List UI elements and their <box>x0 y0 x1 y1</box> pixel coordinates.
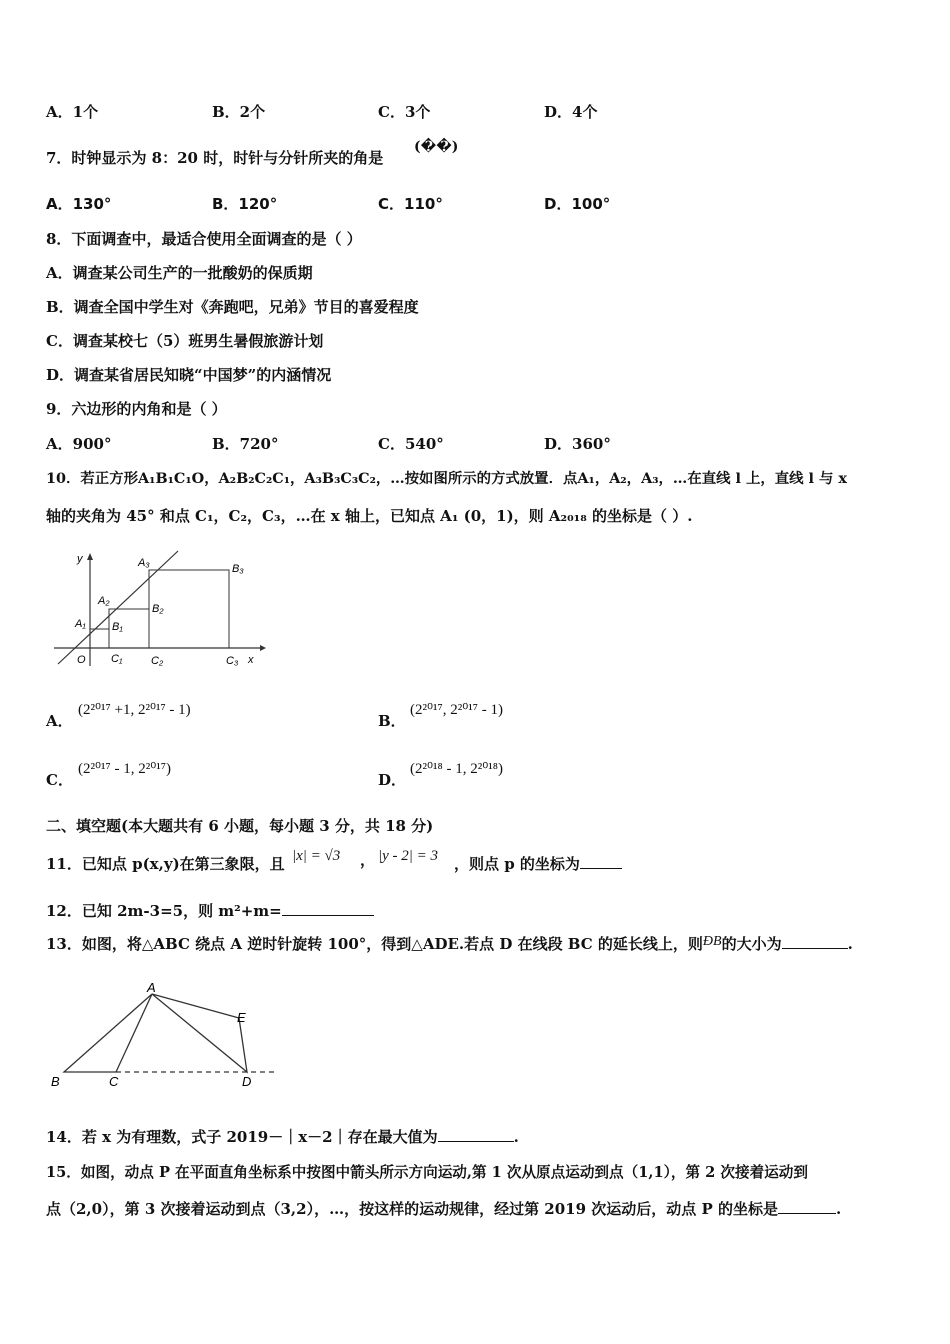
q8-stem: 8．下面调查中，最适合使用全面调查的是（ ） <box>46 230 362 248</box>
q9-option-d: D．360° <box>544 435 611 453</box>
q13-angle: ÐB <box>702 934 722 949</box>
q10-line1: 10．若正方形A₁B₁C₁O，A₂B₂C₂C₁，A₃B₃C₃C₂，…按如图所示的方式放置．点A₁，A₂，A₃，…在直线 l 上，直线 l 与 x <box>46 470 848 487</box>
q14-answer-blank[interactable] <box>438 1127 514 1142</box>
label-a1: A₁ <box>75 618 86 630</box>
q10-option-a-letter: A． <box>46 712 73 730</box>
triangle-ade <box>152 994 247 1072</box>
q9-stem: 9．六边形的内角和是（ ） <box>46 400 227 418</box>
q7-option-a: A．130° <box>46 195 112 213</box>
q10-line2: 轴的夹角为 45° 和点 C₁，C₂，C₃，…在 x 轴上，已知点 A₁ (0，1)，则 A₂₀₁₈ 的坐标是（ ）. <box>46 507 693 525</box>
x-axis-arrow <box>260 645 266 651</box>
q10-option-c-letter: C． <box>46 771 73 789</box>
q11-math-y: |y - 2| = 3 <box>378 848 439 864</box>
q15-end: . <box>836 1200 842 1218</box>
q13-rotation-figure <box>46 976 286 1092</box>
label-a3: A₃ <box>138 557 150 569</box>
q7-option-c: C．110° <box>378 195 443 213</box>
label-x: x <box>248 654 254 666</box>
label-b3: B₃ <box>232 563 244 575</box>
label-e: E <box>237 1010 246 1025</box>
q7-stem: 7．时钟显示为 8：20 时，时针与分针所夹的角是 <box>46 149 384 167</box>
q6-option-d: D．4个 <box>544 103 598 121</box>
q15-line1: 15．如图，动点 P 在平面直角坐标系中按图中箭头所示方向运动,第 1 次从原点运动到点（1,1），第 2 次接着运动到 <box>46 1164 808 1181</box>
y-axis-arrow <box>87 553 93 560</box>
q10-option-b-letter: B． <box>378 712 406 730</box>
label-o: O <box>77 654 86 666</box>
q11-post: ，则点 p 的坐标为 <box>454 855 580 873</box>
q6-option-b: B．2个 <box>212 103 266 121</box>
q11-math-x: |x| = √3 <box>292 848 341 864</box>
section-2-heading: 二、填空题(本大题共有 6 小题，每小题 3 分，共 18 分) <box>46 817 434 835</box>
label-b2: B₂ <box>152 603 164 615</box>
q13-end: . <box>847 935 853 953</box>
q13-stem: 13．如图，将△ABC 绕点 A 逆时针旋转 100°，得到△ADE.若点 D 在线段 BC 的延长线上，则 <box>46 935 703 953</box>
q14-stem: 14．若 x 为有理数，式子 2019－｜x－2｜存在最大值为 <box>46 1128 438 1146</box>
q8-option-d: D．调查某省居民知晓“中国梦”的内涵情况 <box>46 366 332 384</box>
q9-option-c: C．540° <box>378 435 444 453</box>
q10-option-d-expr: (2²⁰¹⁸ - 1, 2²⁰¹⁸) <box>410 761 503 777</box>
label-a: A <box>147 980 156 995</box>
q14-line <box>46 1127 519 1147</box>
q15-line2-wrap <box>46 1199 841 1219</box>
label-c1: C₁ <box>111 653 123 665</box>
q14-end: . <box>513 1128 519 1146</box>
triangle-abc <box>64 994 152 1072</box>
q7-paren: (��) <box>414 139 459 155</box>
label-c2: C₂ <box>151 655 164 667</box>
q10-squares-figure <box>50 548 270 672</box>
q6-option-c: C．3个 <box>378 103 431 121</box>
q10-option-a-expr: (2²⁰¹⁷ +1, 2²⁰¹⁷ - 1) <box>78 702 191 718</box>
q10-option-c-expr: (2²⁰¹⁷ - 1, 2²⁰¹⁷) <box>78 761 171 777</box>
q15-answer-blank[interactable] <box>778 1199 836 1214</box>
label-y: y <box>77 553 83 565</box>
q12-stem: 12．已知 2m-3=5，则 m²+m= <box>46 902 282 920</box>
q12-answer-blank[interactable] <box>282 901 374 916</box>
q8-option-c: C．调查某校七（5）班男生暑假旅游计划 <box>46 332 324 350</box>
q10-option-b-expr: (2²⁰¹⁷, 2²⁰¹⁷ - 1) <box>410 702 503 718</box>
label-b: B <box>51 1074 60 1089</box>
q6-option-a: A．1个 <box>46 103 99 121</box>
q15-line2: 点（2,0），第 3 次接着运动到点（3,2），…，按这样的运动规律，经过第 2019 次运动后，动点 P 的坐标是 <box>46 1200 778 1218</box>
label-b1: B₁ <box>112 621 123 633</box>
q13-answer-blank[interactable] <box>782 934 848 949</box>
q10-option-d-letter: D． <box>378 771 407 789</box>
q7-option-b: B．120° <box>212 195 278 213</box>
label-a2: A₂ <box>98 595 110 607</box>
q9-option-b: B．720° <box>212 435 279 453</box>
label-c3: C₃ <box>226 655 239 667</box>
q8-option-b: B．调查全国中学生对《奔跑吧，兄弟》节目的喜爱程度 <box>46 298 419 316</box>
q11-stem: 11．已知点 p(x,y)在第三象限，且 <box>46 855 285 873</box>
q11-tail <box>454 854 622 874</box>
q7-option-d: D．100° <box>544 195 611 213</box>
q13-post: 的大小为 <box>721 935 782 953</box>
label-d: D <box>242 1074 252 1089</box>
q11-separator: ， <box>360 851 376 869</box>
q9-option-a: A．900° <box>46 435 112 453</box>
q11-answer-blank[interactable] <box>580 854 622 869</box>
q12-line <box>46 901 374 921</box>
q8-option-a: A．调查某公司生产的一批酸奶的保质期 <box>46 264 313 282</box>
label-c: C <box>109 1074 119 1089</box>
q13-line <box>46 934 853 956</box>
